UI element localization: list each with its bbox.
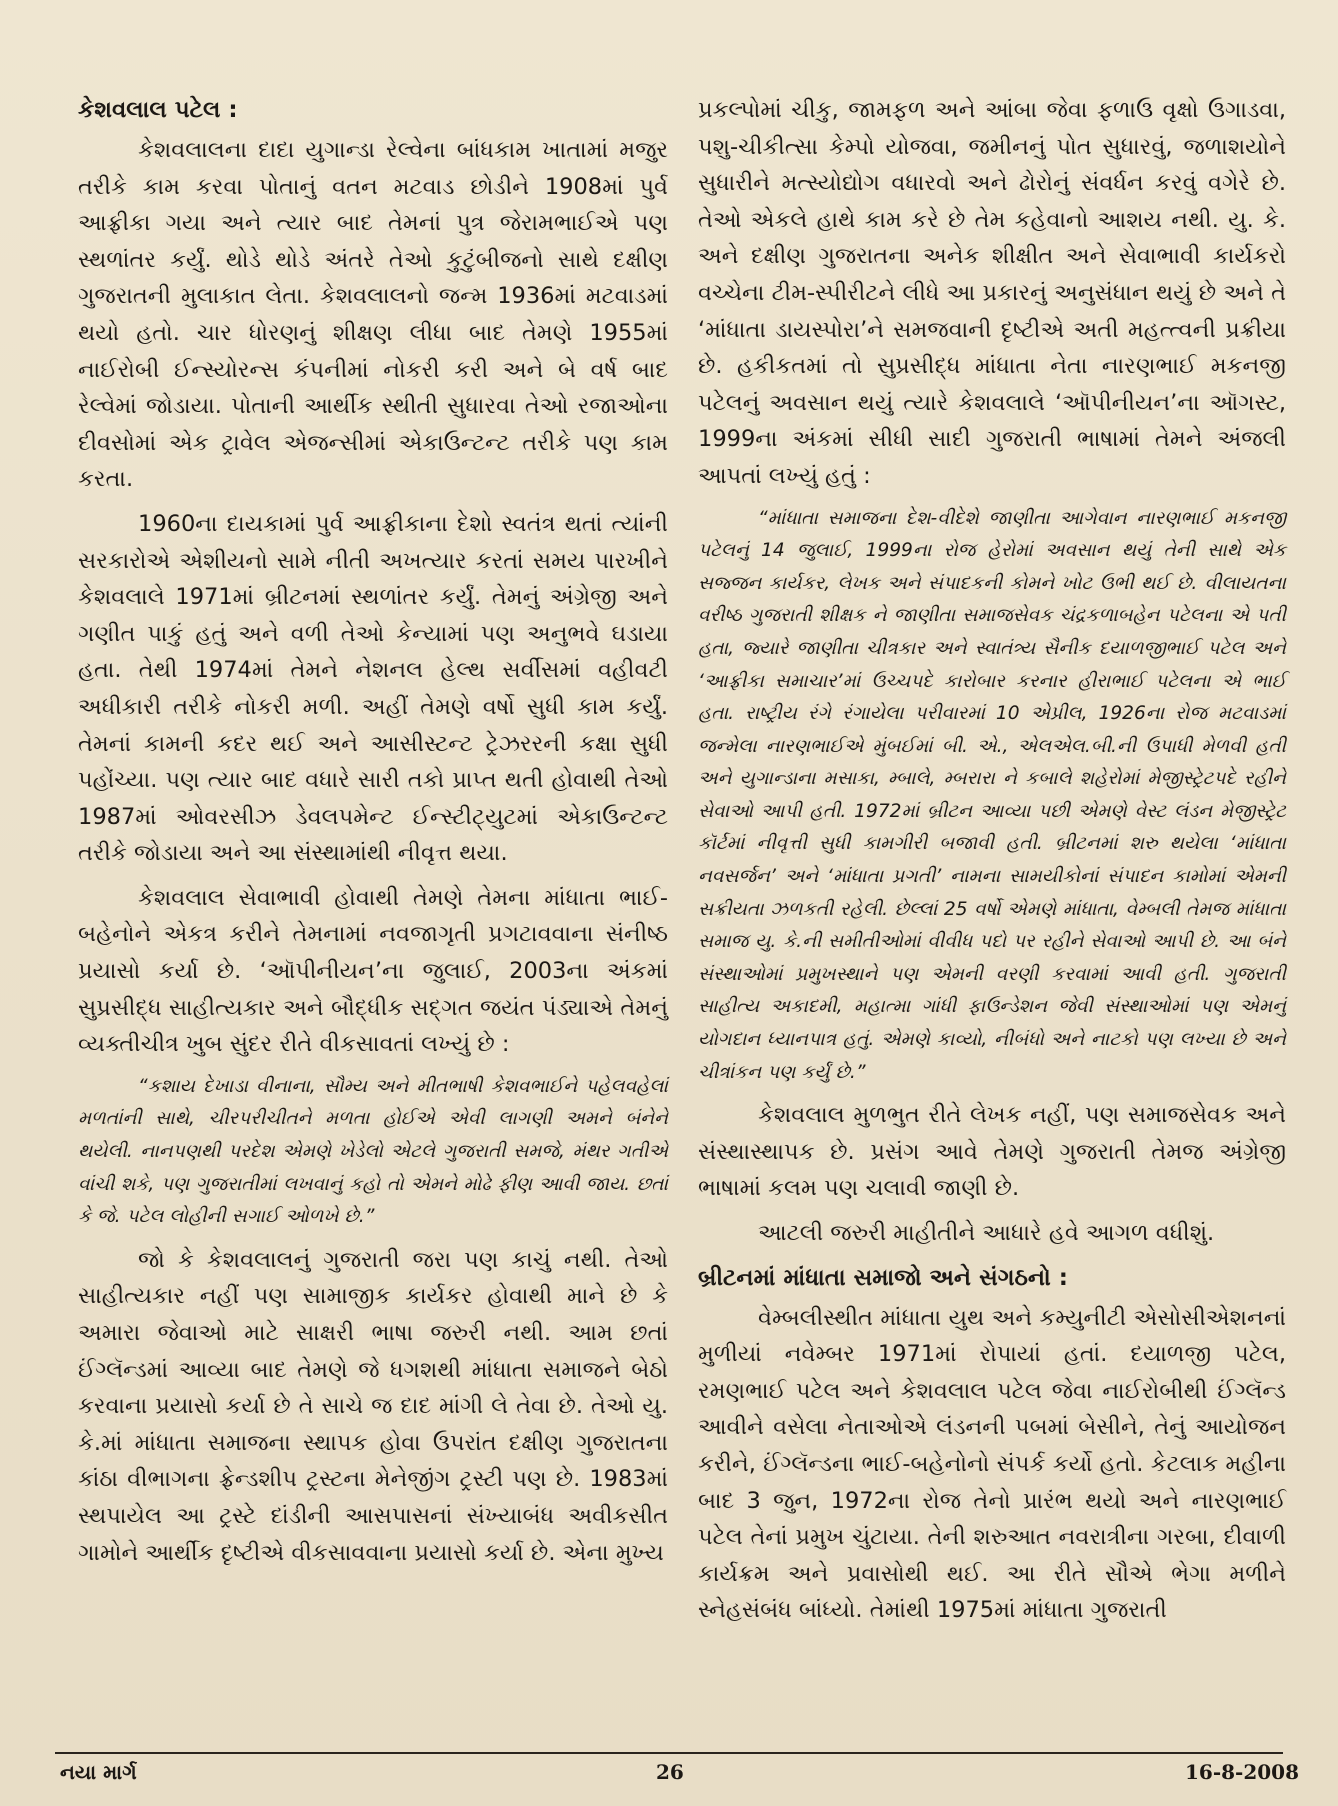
paragraph: કેશવલાલના દાદા યુગાન્ડા રેલ્વેના બાંધકામ ખાતામાં મજુર તરીકે કામ કરવા પોતાનું વતન મટવાડ છોડીને 1908માં પુર્વ આફ્રીકા ગયા અને ત્યાર બાદ તેમનાં પુત્ર જેરામભાઈએ પણ સ્થળાંતર કર્યું. થોડે થોડે અંતરે તેઓ કુટુંબીજનો સાથે દક્ષીણ ગુજરાતની મુલાકાત લેતા. કેશવલાલનો જન્મ 1936માં મટવાડમાં થયો હતો. ચાર ધોરણનું શીક્ષણ લીધા બાદ તેમણે 1955માં નાઈરોબી ઈન્સ્યોરન્સ કંપનીમાં નોકરી કરી અને બે વર્ષ બાદ રેલ્વેમાં જોડાયા. પોતાની આર્થીક સ્થીતી સુધારવા તેઓ રજાઓના દીવસોમાં એક ટ્રાવેલ એજન્સીમાં એકાઉન્ટન્ટ તરીકે પણ કામ કરતા. <box>78 137 668 493</box>
issue-date: 16-8-2008 <box>1185 1760 1300 1784</box>
paragraph: કેશવલાલ સેવાભાવી હોવાથી તેમણે તેમના માંધાતા ભાઈ-બહેનોને એકત્ર કરીને તેમનામાં નવજાગૃતી પ્રગટાવવાના સંનીષ્ઠ પ્રયાસો કર્યા છે. ‘ઑપીનીયન’ના જુલાઈ, 2003ના અંકમાં સુપ્રસીદ્ધ સાહીત્યકાર અને બૌદ્ધીક સદ્‌ગત જયંત પંડ્યાએ તેમનું વ્યક્તીચીત્ર ખુબ સુંદર રીતે વીકસાવતાં લખ્યું છે : <box>78 884 668 1058</box>
footer-divider <box>55 1752 1283 1754</box>
publication-name: નયા માર્ગ <box>60 1760 137 1784</box>
left-column <box>78 92 668 1579</box>
paragraph: વેમ્બલીસ્થીત માંધાતા યુથ અને કમ્યુનીટી એસોસીએશનનાં મુળીયાં નવેમ્બર 1971માં રોપાયાં હતાં. દયાળજી પટેલ, રમણભાઈ પટેલ અને કેશવલાલ પટેલ જેવા નાઈરોબીથી ઈંગ્લૅન્ડ આવીને વસેલા નેતાઓએ લંડનની પબમાં બેસીને, તેનું આયોજન કરીને, ઈંગ્લૅન્ડના ભાઈ-બહેનોનો સંપર્ક કર્યો હતો. કેટલાક મહીના બાદ 3 જુન, 1972ના રોજ તેનો પ્રારંભ થયો અને નારણભાઈ પટેલ તેનાં પ્રમુખ ચુંટાયા. તેની શરુઆત નવરાત્રીના ગરબા, દીવાળી કાર્યક્રમ અને પ્રવાસોથી થઈ. આ રીતે સૌએ ભેગા મળીને સ્નેહસંબંધ બાંધ્યો. તેમાંથી 1975માં માંધાતા ગુજરાતી <box>698 1304 1286 1624</box>
paragraph: કેશવલાલ મુળભુત રીતે લેખક નહીં, પણ સમાજસેવક અને સંસ્થાસ્થાપક છે. પ્રસંગ આવે તેમણે ગુજરાતી તેમજ અંગ્રેજી ભાષામાં કલમ પણ ચલાવી જાણી છે. <box>698 1102 1286 1202</box>
page-number: 26 <box>656 1760 684 1784</box>
paragraph: પ્રકલ્પોમાં ચીકુ, જામફળ અને આંબા જેવા ફળાઉ વૃક્ષો ઉગાડવા, પશુ-ચીકીત્સા કેમ્પો યોજવા, જમીનનું પોત સુધારવું, જળાશયોને સુધારીને મત્સ્યોદ્યોગ વધારવો અને ઢોરોનું સંવર્ધન કરવું વગેરે છે. તેઓ એકલે હાથે કામ કરે છે તેમ કહેવાનો આશય નથી. યુ. કે. અને દક્ષીણ ગુજરાતના અનેક શીક્ષીત અને સેવાભાવી કાર્યકરો વચ્ચેના ટીમ-સ્પીરીટને લીધે આ પ્રકારનું અનુસંધાન થયું છે અને તે ‘માંધાતા ડાયસ્પોરા’ને સમજવાની દૃષ્ટીએ અતી મહત્ત્વની પ્રક્રીયા છે. હકીકતમાં તો સુપ્રસીદ્ધ માંધાતા નેતા નારણભાઈ મકનજી પટેલનું અવસાન થયું ત્યારે કેશવલાલે ‘ઑપીનીયન’ના ઑગસ્ટ, 1999ના અંકમાં સીધી સાદી ગુજરાતી ભાષામાં તેમને અંજલી આપતાં લખ્યું હતું : <box>698 97 1286 489</box>
section-heading-keshavlal: કેશવલાલ પટેલ : <box>78 97 238 123</box>
paragraph: 1960ના દાયકામાં પુર્વ આફ્રીકાના દેશો સ્વતંત્ર થતાં ત્યાંની સરકારોએ એશીયનો સામે નીતી અખત્યાર કરતાં સમય પારખીને કેશવલાલે 1971માં બ્રીટનમાં સ્થળાંતર કર્યું. તેમનું અંગ્રેજી અને ગણીત પાકું હતું અને વળી તેઓ કેન્યામાં પણ અનુભવે ઘડાયા હતા. તેથી 1974માં તેમને નેશનલ હેલ્થ સર્વીસમાં વહીવટી અધીકારી તરીકે નોકરી મળી. અહીં તેમણે વર્ષો સુધી કામ કર્યું. તેમનાં કામની કદર થઈ અને આસીસ્ટન્ટ ટ્રેઝરરની કક્ષા સુધી પહોંચ્યા. પણ ત્યાર બાદ વધારે સારી તકો પ્રાપ્ત થતી હોવાથી તેઓ 1987માં ઓવરસીઝ ડેવલપમેન્ટ ઈન્સ્ટીટ્યુટમાં એકાઉન્ટન્ટ તરીકે જોડાયા અને આ સંસ્થામાંથી નીવૃત્ત થયા. <box>78 510 668 867</box>
quote-block: “કશાય દેખાડા વીનાના, સૌમ્ય અને મીતભાષી કેશવભાઈને પહેલવહેલાં મળતાંની સાથે, ચીરપરીચીતને મળતા હોઈએ એવી લાગણી અમને બંનેને થયેલી. નાનપણથી પરદેશ એમણે ખેડેલો એટલે ગુજરાતી સમજે, મંથર ગતીએ વાંચી શકે, પણ ગુજરાતીમાં લખવાનું કહો તો એમને મોઢે ફીણ આવી જાય. છતાં કે જે. પટેલ લોહીની સગાઈ ઓળખે છે.” <box>78 1075 668 1228</box>
paragraph: આટલી જરુરી માહીતીને આધારે હવે આગળ વધીશું. <box>758 1220 1215 1246</box>
quote-block: “માંધાતા સમાજના દેશ-વીદેશે જાણીતા આગેવાન નારણભાઈ મકનજી પટેલનું 14 જુલાઈ, 1999ના રોજ હેરોમાં અવસાન થયું તેની સાથે એક સજ્જન કાર્યકર, લેખક અને સંપાદકની કોમને ખોટ ઉભી થઈ છે. વીલાયતના વરીષ્ઠ ગુજરાતી શીક્ષક ને જાણીતા સમાજસેવક ચંદ્રકળાબહેન પટેલના એ પતી હતા, જ્યારે જાણીતા ચીત્રકાર અને સ્વાતંત્ર્ય સૈનીક દયાળજીભાઈ પટેલ અને ‘આફ્રીકા સમાચાર’માં ઉચ્ચપદે કારોબાર કરનાર હીરાભાઈ પટેલના એ ભાઈ હતા. રાષ્ટ્રીય રંગે રંગાયેલા પરીવારમાં 10 એપ્રીલ, 1926ના રોજ મટવાડમાં જન્મેલા નારણભાઈએ મુંબઈમાં બી. એ., એલએલ.બી.ની ઉપાધી મેળવી હતી અને યુગાન્ડાના મસાકા, મ્બાલે, મ્બરારા ને કબાલે શહેરોમાં મેજીસ્ટ્રેટપદે રહીને સેવાઓ આપી હતી. 1972માં બ્રીટન આવ્યા પછી એમણે વેસ્ટ લંડન મેજીસ્ટ્રેટ કૉર્ટમાં નીવૃત્તી સુધી કામગીરી બજાવી હતી. બ્રીટનમાં શરુ થયેલા ‘માંધાતા નવસર્જન’ અને ‘માંધાતા પ્રગતી’ નામના સામયીકોનાં સંપાદન કામોમાં એમની સક્રીયતા ઝળકતી રહેલી. છેલ્લાં 25 વર્ષો એમણે માંધાતા, વેમ્બલી તેમજ માંધાતા સમાજ યુ. કે.ની સમીતીઓમાં વીવીધ પદો પર રહીને સેવાઓ આપી છે. આ બંને સંસ્થાઓમાં પ્રમુખસ્થાને પણ એમની વરણી કરવામાં આવી હતી. ગુજરાતી સાહીત્ય અકાદમી, મહાત્મા ગાંધી ફાઉન્ડેશન જેવી સંસ્થાઓમાં પણ એમનું યોગદાન ધ્યાનપાત્ર હતું. એમણે કાવ્યો, નીબંધો અને નાટકો પણ લખ્યા છે અને ચીત્રાંકન પણ કર્યું છે.” <box>698 507 1286 1083</box>
section-heading-britain: બ્રીટનમાં માંધાતા સમાજો અને સંગઠનો : <box>698 1264 1068 1291</box>
paragraph: જો કે કેશવલાલનું ગુજરાતી જરા પણ કાચું નથી. તેઓ સાહીત્યકાર નહીં પણ સામાજીક કાર્યકર હોવાથી માને છે કે અમારા જેવાઓ માટે સાક્ષરી ભાષા જરુરી નથી. આમ છતાં ઈંગ્લૅન્ડમાં આવ્યા બાદ તેમણે જે ધગશથી માંધાતા સમાજને બેઠો કરવાના પ્રયાસો કર્યા છે તે સાચે જ દાદ માંગી લે તેવા છે. તેઓ યુ. કે.માં માંધાતા સમાજના સ્થાપક હોવા ઉપરાંત દક્ષીણ ગુજરાતના કાંઠા વીભાગના ફ્રેન્ડશીપ ટ્રસ્ટના મેનેજીંગ ટ્રસ્ટી પણ છે. 1983માં સ્થપાયેલ આ ટ્રસ્ટે દાંડીની આસપાસનાં સંખ્યાબંધ અવીકસીત ગામોને આર્થીક દૃષ્ટીએ વીકસાવવાના પ્રયાસો કર્યા છે. એના મુખ્ય <box>78 1246 668 1566</box>
right-column <box>698 92 1286 1637</box>
